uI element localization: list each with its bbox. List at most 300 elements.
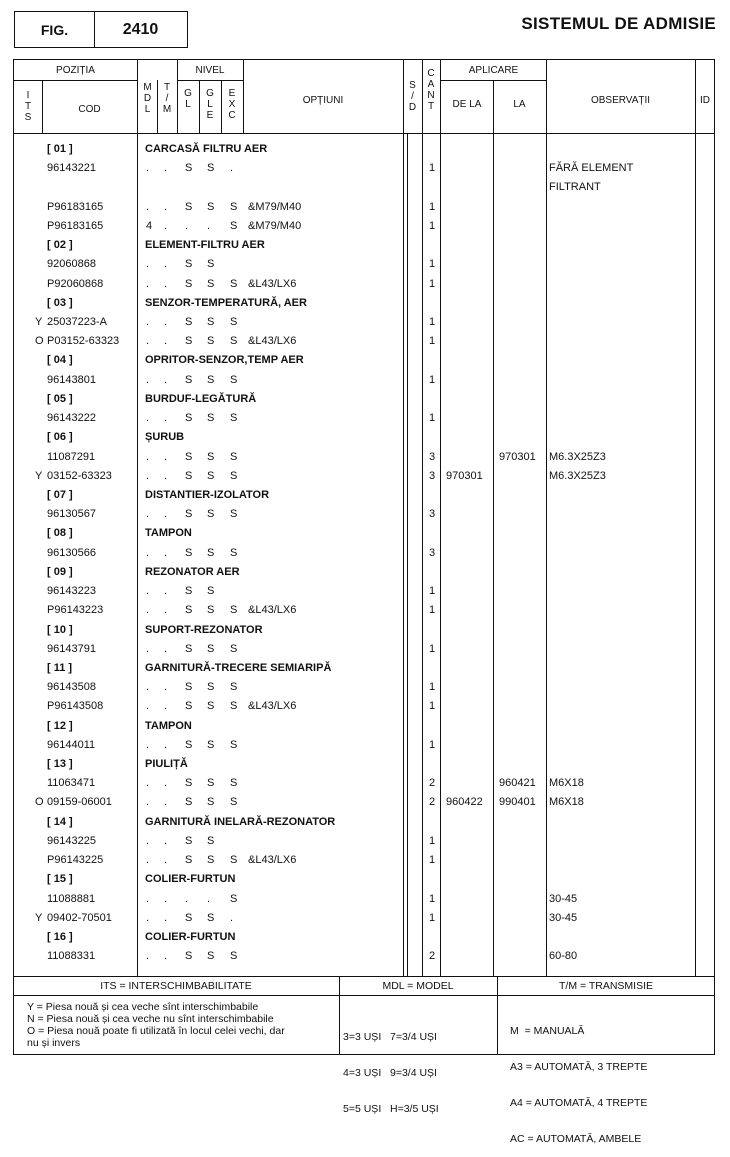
cell-code: [ 12 ]: [47, 719, 73, 732]
group-row: [13, 390, 715, 409]
cell-gl: S: [185, 796, 193, 809]
cell-cod: 11063471: [47, 777, 96, 790]
rule: [13, 80, 137, 81]
group-row: [13, 813, 715, 832]
cell-gl: S: [185, 738, 193, 751]
cell-exc: S: [230, 450, 238, 463]
cell-cant: 1: [429, 911, 436, 924]
cell-cod: 96130566: [47, 546, 96, 559]
cell-cod: 96143508: [47, 681, 96, 694]
page-title: SISTEMUL DE ADMISIE: [521, 14, 716, 33]
cell-code: [ 03 ]: [47, 296, 73, 309]
cell-mdl: .: [146, 335, 150, 348]
legend-mdl-line: 3=3 UȘI 7=3/4 UȘI: [343, 1031, 437, 1043]
cell-gle: S: [207, 834, 215, 847]
cell-tm: .: [164, 700, 168, 713]
cell-code: [ 08 ]: [47, 527, 73, 540]
cell-la: 970301: [499, 450, 536, 463]
table-row: [13, 178, 715, 197]
cell-code: [ 11 ]: [47, 661, 73, 674]
cell-its: Y: [35, 911, 43, 924]
cell-mdl: .: [146, 162, 150, 175]
cell-mdl: .: [146, 450, 150, 463]
group-row: [13, 236, 715, 255]
legend-its-title: ITS = INTERSCHIMBABILITATE: [100, 980, 252, 992]
cell-tm: .: [164, 796, 168, 809]
cell-opt: &L43/LX6: [248, 277, 297, 290]
cell-mdl: .: [146, 373, 150, 386]
table-row: [13, 678, 715, 697]
cell-mdl: .: [146, 950, 150, 963]
cell-opt: &L43/LX6: [248, 335, 297, 348]
cell-name: COLIER-FURTUN: [145, 931, 236, 944]
cell-cod: 09159-06001: [47, 796, 112, 809]
legend-its-line: Y = Piesa nouă și cea veche sînt interschimbabile: [27, 1001, 259, 1013]
figure-label: FIG.: [15, 12, 95, 47]
legend-its-line: nu și invers: [27, 1037, 81, 1049]
cell-cant: 3: [429, 508, 436, 521]
legend-its-list: [27, 1001, 339, 1049]
cell-code: [ 15 ]: [47, 873, 73, 886]
cell-opt: &L43/LX6: [248, 854, 297, 867]
header-rule: [13, 133, 715, 134]
cell-obs: M6X18: [549, 796, 584, 809]
cell-tm: .: [164, 469, 168, 482]
cell-cod: 96130567: [47, 508, 96, 521]
cell-tm: .: [164, 834, 168, 847]
footer-rule: [13, 995, 715, 996]
cell-tm: .: [164, 373, 168, 386]
cell-mdl: .: [146, 681, 150, 694]
cell-exc: S: [230, 373, 238, 386]
header-observatii: OBSERVAȚII: [590, 95, 651, 106]
table-row: [13, 217, 715, 236]
cell-tm: .: [164, 585, 168, 598]
table-row: [13, 505, 715, 524]
figure-number-box: [14, 11, 188, 48]
cell-gle: S: [207, 373, 215, 386]
cell-tm: .: [164, 777, 168, 790]
cell-cod: 96143225: [47, 834, 96, 847]
table-row: [13, 601, 715, 620]
cell-gle: .: [207, 219, 211, 232]
header-cod: COD: [78, 104, 101, 115]
cell-tm: .: [164, 911, 168, 924]
cell-name: GARNITURĂ INELARĂ-REZONATOR: [145, 815, 336, 828]
cell-code: [ 14 ]: [47, 815, 73, 828]
cell-exc: S: [230, 508, 238, 521]
cell-cod: 96143222: [47, 412, 96, 425]
cell-tm: .: [164, 508, 168, 521]
cell-la: 990401: [499, 796, 536, 809]
cell-gl: S: [185, 469, 193, 482]
cell-cant: 1: [429, 412, 436, 425]
cell-gle: S: [207, 854, 215, 867]
cell-name: ȘURUB: [145, 431, 185, 444]
cell-name: SUPORT-REZONATOR: [145, 623, 263, 636]
cell-exc: S: [230, 335, 238, 348]
cell-opt: &M79/M40: [248, 219, 302, 232]
cell-exc: S: [230, 854, 238, 867]
cell-name: SENZOR-TEMPERATURĂ, AER: [145, 296, 307, 309]
group-row: [13, 928, 715, 947]
cell-cod: P03152-63323: [47, 335, 120, 348]
table-row: [13, 198, 715, 217]
cell-name: REZONATOR AER: [145, 565, 240, 578]
figure-number: 2410: [122, 20, 159, 38]
cell-gle: S: [207, 700, 215, 713]
group-row: [13, 870, 715, 889]
cell-gl: S: [185, 834, 193, 847]
cell-gl: .: [185, 892, 189, 905]
cell-cant: 3: [429, 546, 436, 559]
cell-name: OPRITOR-SENZOR,TEMP AER: [145, 354, 304, 367]
cell-code: [ 09 ]: [47, 565, 73, 578]
cell-gle: S: [207, 911, 215, 924]
cell-exc: S: [230, 546, 238, 559]
group-row: [13, 486, 715, 505]
group-row: [13, 755, 715, 774]
legend-its-line: O = Piesa nouă poate fi utilizată în locul celei vechi, dar: [27, 1025, 285, 1037]
legend-tm-line: A4 = AUTOMATĂ, 4 TREPTE: [510, 1097, 648, 1109]
group-row: [13, 563, 715, 582]
cell-gle: S: [207, 450, 215, 463]
cell-exc: S: [230, 469, 238, 482]
cell-gle: S: [207, 546, 215, 559]
cell-gl: S: [185, 258, 193, 271]
cell-cant: 1: [429, 373, 436, 386]
rule: [177, 80, 243, 81]
cell-exc: S: [230, 315, 238, 328]
col-rule: [157, 80, 158, 134]
table-row: [13, 582, 715, 601]
cell-exc: S: [230, 700, 238, 713]
cell-mdl: .: [146, 546, 150, 559]
cell-cod: 11087291: [47, 450, 96, 463]
cell-obs: FILTRANT: [549, 181, 601, 194]
legend-mdl-list: [343, 1007, 493, 1127]
cell-gle: S: [207, 950, 215, 963]
cell-gle: S: [207, 412, 215, 425]
table-row: [13, 697, 715, 716]
cell-exc: S: [230, 777, 238, 790]
cell-cod: 96143221: [47, 162, 96, 175]
group-row: [13, 140, 715, 159]
cell-cod: 96144011: [47, 738, 96, 751]
cell-mdl: .: [146, 469, 150, 482]
cell-gl: S: [185, 277, 193, 290]
table-row: [13, 332, 715, 351]
cell-tm: .: [164, 546, 168, 559]
cell-cant: 1: [429, 700, 436, 713]
header-aplicare: APLICARE: [468, 65, 519, 76]
legend-tm-line: A3 = AUTOMATĂ, 3 TREPTE: [510, 1061, 648, 1073]
cell-code: [ 01 ]: [47, 143, 73, 155]
header-tm: T / M: [162, 82, 172, 115]
cell-cant: 3: [429, 469, 436, 482]
cell-name: PIULIȚĂ: [145, 758, 188, 771]
cell-mdl: .: [146, 642, 150, 655]
cell-name: TAMPON: [145, 527, 192, 540]
cell-gle: S: [207, 200, 215, 213]
cell-mdl: .: [146, 777, 150, 790]
cell-gl: S: [185, 642, 193, 655]
cell-la: 960421: [499, 777, 536, 790]
cell-gle: S: [207, 642, 215, 655]
cell-name: CARCASĂ FILTRU AER: [145, 143, 268, 155]
cell-code: [ 06 ]: [47, 431, 73, 444]
cell-gl: S: [185, 777, 193, 790]
cell-its: Y: [35, 469, 43, 482]
cell-tm: .: [164, 162, 168, 175]
table-row: [13, 544, 715, 563]
cell-exc: S: [230, 892, 238, 905]
group-row: [13, 717, 715, 736]
cell-mdl: .: [146, 200, 150, 213]
cell-cod: P96143508: [47, 700, 104, 713]
cell-cod: 11088331: [47, 950, 96, 963]
cell-obs: 30-45: [549, 911, 578, 924]
col-rule: [243, 59, 244, 134]
cell-obs: M6X18: [549, 777, 584, 790]
cell-cant: 1: [429, 258, 436, 271]
header-optiuni: OPȚIUNI: [302, 95, 344, 106]
cell-gle: S: [207, 469, 215, 482]
legend-mdl-line: 4=3 UȘI 9=3/4 UȘI: [343, 1067, 437, 1079]
cell-exc: S: [230, 604, 238, 617]
cell-cant: 2: [429, 950, 436, 963]
cell-name: TAMPON: [145, 719, 192, 732]
cell-exc: S: [230, 738, 238, 751]
legend-its-line: N = Piesa nouă și cea veche nu sînt interschimbabile: [27, 1013, 274, 1025]
cell-opt: &M79/M40: [248, 200, 302, 213]
cell-cod: 11088881: [47, 892, 96, 905]
cell-gle: S: [207, 796, 215, 809]
header-la: LA: [513, 99, 526, 110]
cell-tm: .: [164, 277, 168, 290]
legend-tm-line: M = MANUALĂ: [510, 1025, 585, 1037]
cell-code: [ 07 ]: [47, 488, 73, 501]
cell-tm: .: [164, 892, 168, 905]
group-row: [13, 428, 715, 447]
cell-tm: .: [164, 738, 168, 751]
table-row: [13, 774, 715, 793]
header-gle: G L E: [206, 88, 214, 121]
cell-gle: S: [207, 335, 215, 348]
cell-gle: S: [207, 277, 215, 290]
header-sd: S / D: [408, 80, 417, 113]
cell-obs: M6.3X25Z3: [549, 450, 606, 463]
cell-exc: .: [230, 911, 234, 924]
table-row: [13, 371, 715, 390]
cell-mdl: .: [146, 604, 150, 617]
cell-mdl: .: [146, 585, 150, 598]
cell-mdl: .: [146, 738, 150, 751]
cell-gl: S: [185, 950, 193, 963]
table-row: [13, 409, 715, 428]
cell-mdl: .: [146, 258, 150, 271]
cell-tm: .: [164, 258, 168, 271]
cell-mdl: .: [146, 508, 150, 521]
cell-tm: .: [164, 219, 168, 232]
cell-cod: 03152-63323: [47, 469, 112, 482]
cell-tm: .: [164, 315, 168, 328]
cell-cod: P96183165: [47, 219, 104, 232]
cell-code: [ 04 ]: [47, 354, 73, 367]
legend-tm-list: [510, 1001, 710, 1157]
cell-gl: S: [185, 911, 193, 924]
cell-gl: S: [185, 450, 193, 463]
cell-cant: 1: [429, 642, 436, 655]
cell-cant: 1: [429, 277, 436, 290]
cell-exc: S: [230, 412, 238, 425]
cell-exc: S: [230, 796, 238, 809]
cell-cod: P92060868: [47, 277, 104, 290]
cell-exc: S: [230, 219, 238, 232]
header-id: ID: [700, 95, 710, 106]
cell-code: [ 02 ]: [47, 239, 73, 252]
cell-exc: S: [230, 950, 238, 963]
cell-cod: 96143801: [47, 373, 96, 386]
cell-its: Y: [35, 315, 43, 328]
cell-obs: FĂRĂ ELEMENT: [549, 162, 634, 175]
cell-mdl: .: [146, 834, 150, 847]
cell-tm: .: [164, 642, 168, 655]
cell-name: GARNITURĂ-TRECERE SEMIARIPĂ: [145, 661, 332, 674]
cell-dela: 960422: [446, 796, 483, 809]
cell-gle: S: [207, 508, 215, 521]
cell-cod: P96183165: [47, 200, 104, 213]
legend-mdl-line: 5=5 UȘI H=3/5 UȘI: [343, 1103, 439, 1115]
header-pozitia: POZIȚIA: [56, 65, 95, 76]
group-row: [13, 294, 715, 313]
cell-mdl: 4: [146, 219, 153, 232]
cell-gl: S: [185, 854, 193, 867]
cell-exc: S: [230, 642, 238, 655]
cell-cod: 96143223: [47, 585, 96, 598]
cell-code: [ 10 ]: [47, 623, 73, 636]
cell-cant: 1: [429, 162, 436, 175]
cell-exc: S: [230, 200, 238, 213]
cell-gl: S: [185, 681, 193, 694]
table-row: [13, 947, 715, 966]
table-row: [13, 467, 715, 486]
cell-gl: S: [185, 508, 193, 521]
cell-gle: .: [207, 892, 211, 905]
col-rule: [177, 59, 178, 134]
cell-name: DISTANTIER-IZOLATOR: [145, 488, 270, 501]
footer-rule: [13, 976, 715, 977]
cell-code: [ 05 ]: [47, 392, 73, 405]
cell-gle: S: [207, 681, 215, 694]
cell-cant: 1: [429, 315, 436, 328]
group-row: [13, 659, 715, 678]
table-row: [13, 909, 715, 928]
legend-tm-line: AC = AUTOMATĂ, AMBELE: [510, 1133, 642, 1145]
cell-tm: .: [164, 412, 168, 425]
table-row: [13, 448, 715, 467]
col-rule: [199, 80, 200, 134]
cell-gl: S: [185, 373, 193, 386]
table-row: [13, 313, 715, 332]
cell-gl: S: [185, 335, 193, 348]
cell-cant: 1: [429, 738, 436, 751]
table-row: [13, 255, 715, 274]
legend-tm-title: T/M = TRANSMISIE: [558, 980, 654, 992]
cell-mdl: .: [146, 277, 150, 290]
cell-cod: 25037223-A: [47, 315, 107, 328]
cell-code: [ 16 ]: [47, 931, 73, 944]
cell-cod: P96143225: [47, 854, 104, 867]
table-row: [13, 736, 715, 755]
cell-cant: 1: [429, 681, 436, 694]
cell-opt: &L43/LX6: [248, 700, 297, 713]
cell-gl: S: [185, 162, 193, 175]
cell-tm: .: [164, 335, 168, 348]
table-row: [13, 159, 715, 178]
cell-gl: .: [185, 219, 189, 232]
header-nivel: NIVEL: [195, 65, 225, 76]
cell-cant: 1: [429, 585, 436, 598]
cell-cod: P96143223: [47, 604, 104, 617]
cell-tm: .: [164, 604, 168, 617]
legend-mdl-title: MDL = MODEL: [382, 980, 454, 992]
cell-gl: S: [185, 546, 193, 559]
cell-obs: 60-80: [549, 950, 578, 963]
table-row: [13, 640, 715, 659]
cell-mdl: .: [146, 796, 150, 809]
cell-cant: 1: [429, 219, 436, 232]
cell-gl: S: [185, 315, 193, 328]
cell-tm: .: [164, 854, 168, 867]
cell-code: [ 13 ]: [47, 758, 73, 771]
table-row: [13, 793, 715, 812]
cell-mdl: .: [146, 911, 150, 924]
cell-obs: 30-45: [549, 892, 578, 905]
cell-gle: S: [207, 258, 215, 271]
cell-gle: S: [207, 738, 215, 751]
cell-obs: M6.3X25Z3: [549, 469, 606, 482]
group-row: [13, 621, 715, 640]
header-exc: E X C: [228, 88, 236, 121]
cell-cant: 1: [429, 834, 436, 847]
cell-cod: 92060868: [47, 258, 96, 271]
cell-cant: 2: [429, 796, 436, 809]
cell-cant: 1: [429, 854, 436, 867]
cell-gl: S: [185, 700, 193, 713]
header-gl: G L: [184, 88, 192, 110]
cell-mdl: .: [146, 315, 150, 328]
col-rule: [221, 80, 222, 134]
cell-cant: 1: [429, 200, 436, 213]
cell-mdl: .: [146, 412, 150, 425]
cell-cant: 1: [429, 604, 436, 617]
header-dela: DE LA: [452, 99, 482, 110]
cell-exc: S: [230, 681, 238, 694]
header-mdl: M D L: [143, 82, 152, 115]
cell-cod: 09402-70501: [47, 911, 112, 924]
cell-opt: &L43/LX6: [248, 604, 297, 617]
cell-mdl: .: [146, 854, 150, 867]
header-cant: C A N T: [427, 68, 435, 112]
cell-gle: S: [207, 604, 215, 617]
cell-cant: 1: [429, 892, 436, 905]
cell-mdl: .: [146, 700, 150, 713]
cell-name: ELEMENT-FILTRU AER: [145, 239, 265, 252]
cell-gl: S: [185, 604, 193, 617]
cell-cant: 3: [429, 450, 436, 463]
cell-tm: .: [164, 450, 168, 463]
